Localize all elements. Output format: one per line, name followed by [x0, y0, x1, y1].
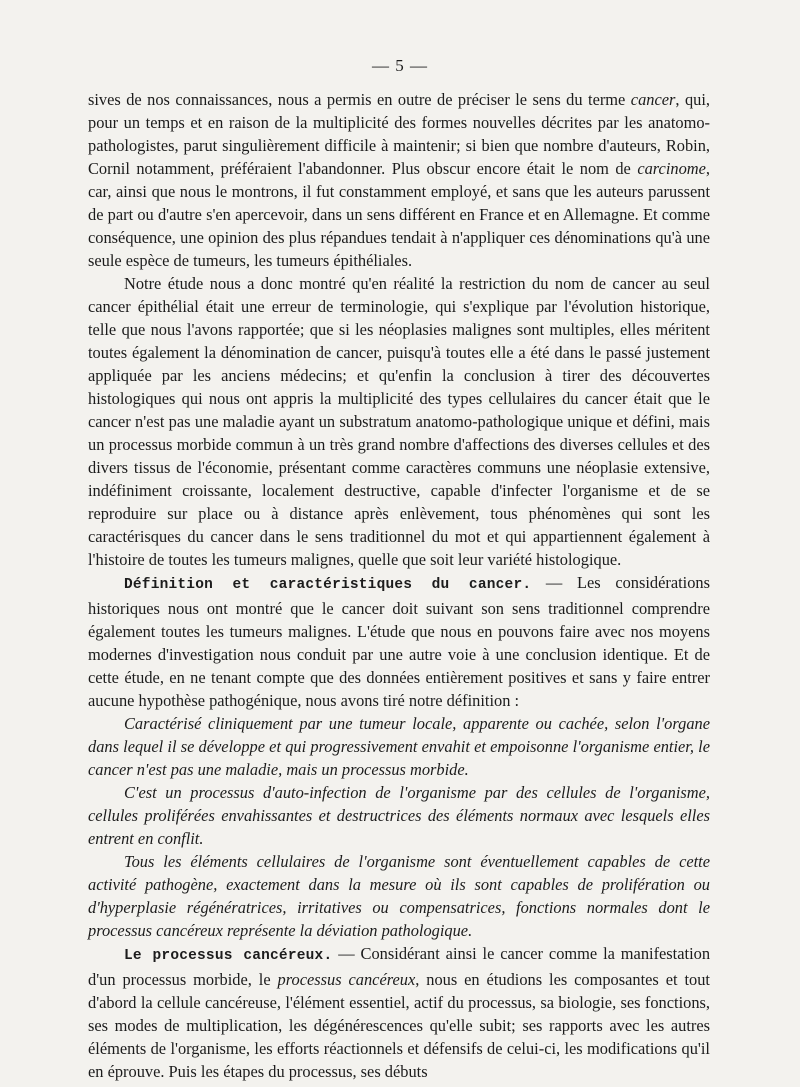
paragraph-2: Notre étude nous a donc montré qu'en réalité la restriction du nom de cancer au seul cancer épithélial était une erreur de terminologie, qui s'explique par l'évolution historique, telle que nous l'avons rapportée; que si les néoplasies malignes sont multiples, elles méritent toutes également la dénomination de cancer, puisqu'à toutes elle a été dans le passé justement appliquée par les anciens médecins; et qu'enfin la conclusion à tirer des découvertes histologiques qui nous ont appris la multiplicité des types cellulaires du cancer était que le cancer n'est pas une maladie ayant un substratum anatomo-pathologique unique et défini, mais un processus morbide commun à un très grand nombre d'affections des diverses cellules et des divers tissus de l'économie, présentant comme caractères communs une néoplasie extensive, indéfiniment croissante, localement destructive, capable d'infecter l'organisme et de se reproduire sur place ou à distance après enlèvement, tous phénomènes qui sont les caractérisques du cancer dans le sens traditionnel du mot et qui appartiennent également à l'histoire de toutes les tumeurs malignes, quelle que soit leur variété histologique.: [88, 274, 710, 569]
paragraph-3: [88, 571, 710, 712]
p3-text: — Les considérations historiques nous ont montré que le cancer doit suivant son sens traditionnel comprendre également toutes les tumeurs malignes. L'étude que nous en pouvons faire avec nos moyens modernes d'investigation nous conduit par une autre voie à une conclusion identique. Et de cette étude, en ne tenant compte que des données entièrement positives et sans y faire entrer aucune hypothèse pathogénique, nous avons tiré notre définition :: [88, 573, 710, 710]
definition-2: C'est un processus d'auto-infection de l'organisme par des cellules de l'organisme, cellules proliférées envahissantes et destructrices des éléments normaux avec lesquels elles entrent en conflit.: [88, 783, 710, 848]
term-carcinome: carcinome: [637, 159, 706, 178]
p4-text-b: , nous en étudions les composantes et tout d'abord la cellule cancéreuse, l'élément essentiel, actif du processus, sa biologie, ses fonctions, ses modes de multiplication, les dégénérescences qu'elle subit; ses rapports avec les autres éléments de l'organisme, les efforts réactionnels et défensifs de celui-ci, les modifications qu'il en éprouve. Puis les étapes du processus, ses débuts: [88, 970, 710, 1081]
p1-text-c: , car, ainsi que nous le montrons, il fut constamment employé, et sans que les auteurs parussent de part ou d'autre s'en apercevoir, dans un sens différent en France et en Allemagne. Et comme conséquence, une opinion des plus répandues tendait à n'appliquer ces dénominations qu'à une seule espèce de tumeurs, les tumeurs épithéliales.: [88, 159, 710, 270]
term-processus-cancereux: processus cancéreux: [277, 970, 416, 989]
p1-text-a: sives de nos connaissances, nous a permis en outre de préciser le sens du terme: [88, 90, 631, 109]
paragraph-4: [88, 942, 710, 1083]
paragraph-1: [88, 88, 710, 272]
section-heading-processus: Le processus cancéreux.: [124, 948, 333, 964]
p4-text-a: — Considérant ainsi le cancer comme la manifestation d'un processus morbide, le: [88, 944, 711, 989]
page-number: — 5 —: [372, 56, 428, 75]
body-text: [88, 88, 710, 1083]
definition-1: Caractérisé cliniquement par une tumeur locale, apparente ou cachée, selon l'organe dans lequel il se développe et qui progressivement envahit et empoisonne l'organisme entier, le cancer n'est pas une maladie, mais un processus morbide.: [88, 714, 710, 779]
term-cancer: cancer: [630, 90, 676, 109]
definition-3: Tous les éléments cellulaires de l'organisme sont éventuellement capables de cette activité pathogène, exactement dans la mesure où ils sont capables de prolifération ou d'hyperplasie régénératrices, irritatives ou compensatrices, fonctions normales dont le processus cancéreux représente la déviation pathologique.: [88, 852, 710, 940]
section-heading-definition: Définition et caractéristiques du cancer.: [124, 577, 532, 593]
p1-text-b: , qui, pour un temps et en raison de la multiplicité des formes nouvelles décrites par les anatomo-pathologistes, parut singulièrement difficile à maintenir; si bien que nombre d'auteurs, Robin, Cornil notamment, préféraient l'abandonner. Plus obscur encore était le nom de: [88, 90, 710, 178]
